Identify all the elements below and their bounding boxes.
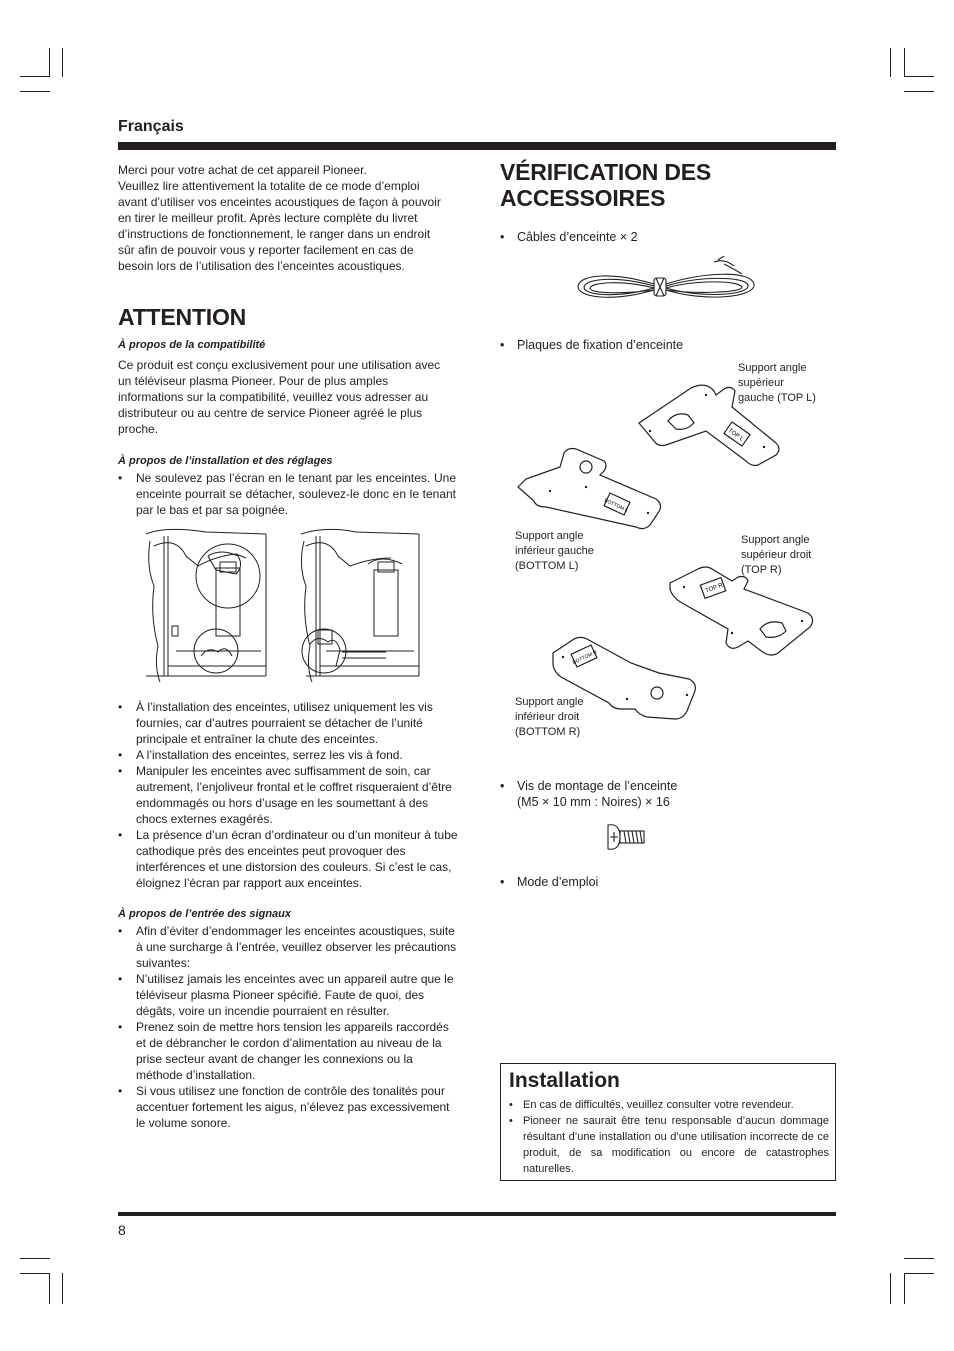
list-item: • À l’installation des enceintes, utilisez uniquement les vis fournies, car d’autres pourraient se détacher de l’unité principale et entraîner la chute des enceintes. — [118, 699, 458, 747]
crop-mark — [904, 76, 934, 77]
signal-list — [118, 923, 458, 1131]
plate-mark-bottom-l: BOTTOM L — [603, 497, 629, 514]
cables-item — [500, 229, 638, 245]
list-item: • La présence d’un écran d’ordinateur ou d’un moniteur à tube cathodique près des enceintes peut provoquer des interférences et une distorsion des couleurs. Si c’est le cas, éloignez l’écran par rapport aux enceintes. — [118, 827, 458, 891]
attention-title: ATTENTION — [118, 304, 247, 330]
plate-label-top-l — [738, 361, 816, 406]
label-line: (BOTTOM L) — [515, 560, 579, 572]
crop-mark — [62, 48, 63, 77]
list-item: • Ne soulevez pas l’écran en le tenant par les enceintes. Une enceinte pourrait se détacher, soulevez-le donc en le tenant par le bas et par sa poignée. — [118, 470, 456, 518]
accessories-title — [500, 159, 711, 211]
compat-heading: À propos de la compatibilité — [118, 339, 266, 351]
list-item: • A l’installation des enceintes, serrez les vis à fond. — [118, 747, 458, 763]
label-line: inférieur gauche — [515, 545, 594, 557]
screws-line: Vis de montage de l’enceinte — [517, 779, 678, 793]
compat-text — [118, 357, 453, 437]
crop-mark — [904, 1273, 905, 1304]
crop-mark — [904, 48, 905, 77]
plate-label-bottom-l — [515, 529, 594, 574]
label-line: (TOP R) — [741, 564, 782, 576]
plate-bottom-l — [516, 447, 666, 532]
list-item — [500, 778, 677, 810]
list-item: • Câbles d’enceinte × 2 — [500, 229, 638, 245]
installation-title: Installation — [509, 1069, 620, 1092]
label-line: Support angle — [738, 362, 807, 374]
intro-paragraph: Veuillez lire attentivement la totalite de ce mode d’emploi avant d’utiliser vos enceintes acoustiques de façon à pouvoir en tirer le meilleur profit. Après lecture complète du livret d’instructions de fonctionnement, le ranger dans un endroit sûr afin de pouvoir vous y reporter facilement en cas de besoin lors de l’utilisation des l’enceintes acoustiques. — [118, 179, 441, 273]
label-line: (BOTTOM R) — [515, 726, 581, 738]
intro-line: Merci pour votre achat de cet appareil Pioneer. — [118, 163, 367, 177]
label-line: supérieur — [738, 377, 784, 389]
list-item: • Manipuler les enceintes avec suffisamment de soin, car autrement, l’enjoliveur frontal et le coffret risqueraient d’être endommagés ou hors d’usage en les soumettant à des chocs externes exagérés. — [118, 763, 458, 827]
lifting-illustration — [146, 526, 421, 684]
label-line: Support angle — [515, 530, 584, 542]
install-list — [118, 699, 458, 891]
installation-box — [500, 1063, 836, 1181]
list-item: • N’utilisez jamais les enceintes avec un appareil autre que le téléviseur plasma Pioneer spécifié. Faute de quoi, des dégâts, voire un incendie pourraient en résulter. — [118, 971, 458, 1019]
manual-item — [500, 874, 598, 890]
list-item: • En cas de difficultés, veuillez consulter votre revendeur. — [509, 1097, 829, 1113]
crop-mark — [904, 1273, 934, 1274]
install-first — [118, 470, 456, 518]
page-number: 8 — [118, 1222, 126, 1238]
plate-label-bottom-r — [515, 695, 584, 740]
list-item: • Plaques de fixation d’enceinte — [500, 337, 683, 353]
list-item: • Si vous utilisez une fonction de contrôle des tonalités pour accentuer fortement les aigus, n’élevez pas excessivement le volume sonore. — [118, 1083, 458, 1131]
crop-mark — [890, 1273, 891, 1304]
compat-paragraph: Ce produit est conçu exclusivement pour une utilisation avec un téléviseur plasma Pioneer. Pour de plus amples informations sur la compatibilité, veuillez vous adresser au distributeur ou au centre de service Pioneer agréé le plus proche. — [118, 358, 441, 436]
crop-mark — [20, 91, 50, 92]
accessories-title-line: VÉRIFICATION DES — [500, 159, 712, 185]
screw-icon — [604, 822, 648, 852]
accessories-title-line: ACCESSOIRES — [500, 185, 666, 211]
plate-mark-top-r: TOP R — [704, 582, 724, 595]
plates-item — [500, 337, 683, 353]
crop-mark — [62, 1273, 63, 1304]
crop-mark — [904, 1258, 934, 1259]
intro-text — [118, 162, 448, 274]
label-line: gauche (TOP L) — [738, 392, 816, 404]
crop-mark — [904, 91, 934, 92]
list-item: • Mode d’emploi — [500, 874, 598, 890]
crop-mark — [49, 48, 50, 77]
list-item: • Pioneer ne saurait être tenu responsable d’aucun dommage résultant d’une installation ou d’une utilisation incorrecte de ce produit, de sa modification ou encore de catastrophes naturelles. — [509, 1113, 829, 1177]
crop-mark — [49, 1273, 50, 1304]
signal-heading: À propos de l’entrée des signaux — [118, 908, 291, 920]
label-line: Support angle — [515, 696, 584, 708]
label-line: Support angle — [741, 534, 810, 546]
plate-mark-bottom-r: BOTTOM R — [571, 649, 599, 667]
screws-line: (M5 × 10 mm : Noires) × 16 — [517, 795, 670, 809]
list-item: • Afin d’éviter d’endommager les enceintes acoustiques, suite à une surcharge à l’entrée, veuillez observer les précautions suivantes: — [118, 923, 458, 971]
plate-mark-top-l: TOP L — [726, 428, 745, 443]
crop-mark — [890, 48, 891, 77]
label-line: supérieur droit — [741, 549, 812, 561]
bottom-rule — [118, 1212, 836, 1216]
screws-item — [500, 778, 677, 810]
crop-mark — [20, 76, 50, 77]
list-item: • Prenez soin de mettre hors tension les appareils raccordés et de débrancher le cordon d’alimentation au niveau de la prise secteur avant de changer les connexions ou la méthode d’installation. — [118, 1019, 458, 1083]
language-heading: Français — [118, 118, 184, 135]
install-heading: À propos de l’installation et des réglages — [118, 455, 333, 467]
crop-mark — [20, 1258, 50, 1259]
speaker-cable-illustration — [574, 256, 764, 308]
top-rule — [118, 142, 836, 150]
crop-mark — [20, 1273, 50, 1274]
label-line: inférieur droit — [515, 711, 580, 723]
